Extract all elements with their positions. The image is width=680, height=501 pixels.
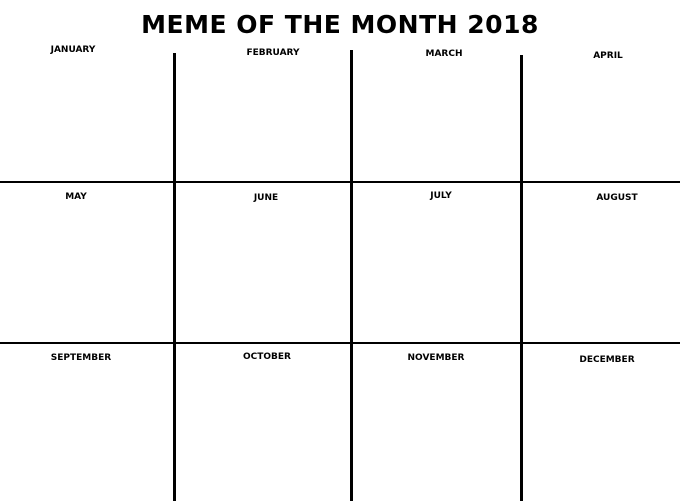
month-label-january: JANUARY — [50, 45, 96, 55]
month-label-june: JUNE — [253, 193, 279, 203]
month-label-february: FEBRUARY — [246, 48, 300, 58]
month-label-october: OCTOBER — [243, 352, 291, 362]
vertical-divider-3 — [520, 55, 523, 501]
month-label-july: JULY — [430, 191, 452, 201]
month-label-november: NOVEMBER — [407, 353, 465, 363]
month-label-september: SEPTEMBER — [50, 353, 112, 363]
month-label-april: APRIL — [593, 51, 623, 61]
vertical-divider-2 — [350, 50, 353, 501]
month-label-may: MAY — [65, 192, 87, 202]
month-label-march: MARCH — [425, 49, 463, 59]
month-label-august: AUGUST — [596, 193, 638, 203]
month-label-december: DECEMBER — [579, 355, 635, 365]
horizontal-divider-1 — [0, 181, 680, 183]
vertical-divider-1 — [173, 53, 176, 501]
horizontal-divider-2 — [0, 342, 680, 344]
page-title: MEME OF THE MONTH 2018 — [141, 10, 539, 39]
